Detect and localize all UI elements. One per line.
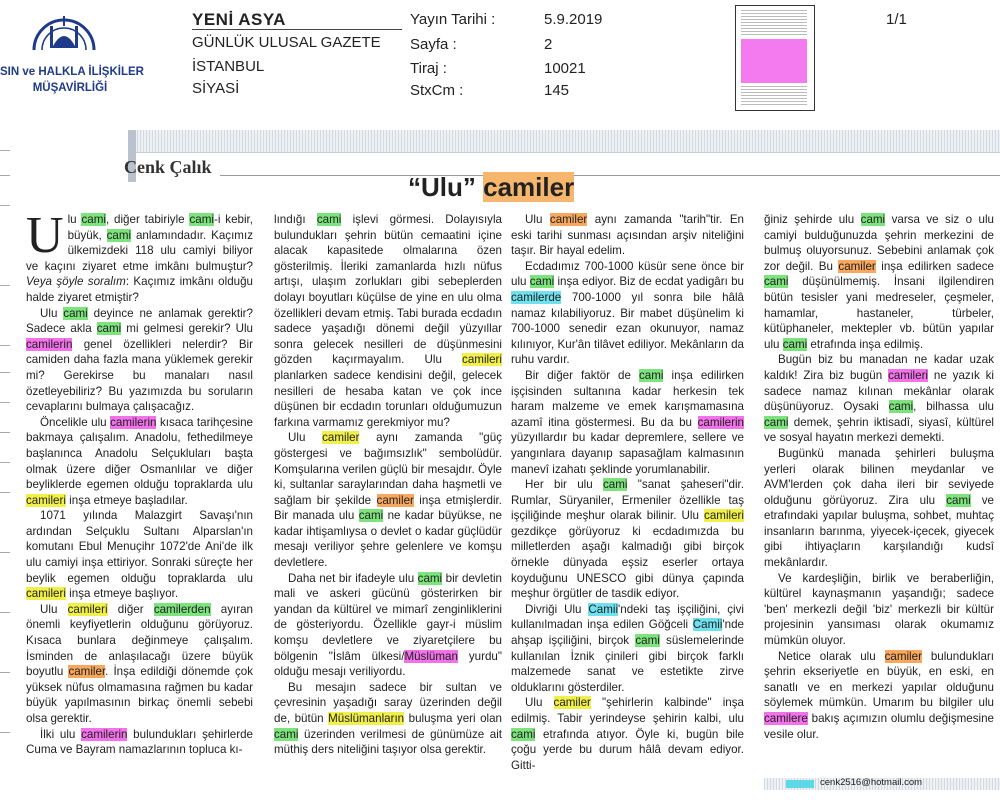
article-author: Cenk Çalık <box>124 157 212 177</box>
page-value: 2 <box>544 36 553 53</box>
article-band-line <box>136 152 1000 153</box>
article-column-3: Ulu camiler aynı zamanda "tarih"tir. En eski tarihi sunması açısından arşiv niteliğini taşır. Bir hayal edelim. Ecdadımız 700-1000 küsür sene önce bir ulu cami inşa ediyor. Biz de ecdat yadigârı bu camilerde 700-1000 yıl sonra bile hâlâ namaz kılabiliyoruz. Bir mabet düşünelim ki 700-1000 senedir ezan okunuyor, namaz kılınıyor, Kur'ân tilâvet ediliyor. Mekânların da ruhu vardır. Bir diğer faktör de cami inşa edilirken işçisinden sultanına kadar herkesin tek haram malzeme ve emek karışmamasına azamî itina göstermesi. Bu da bu camilerin yüzyıllardır bu kadar depremlere, sellere ve yangınlara dayanıp sapasağlam kalmasının manevî izahatı şeklinde yorumlanabilir. Her bir ulu cami "sanat şaheseri"dir. Rumlar, Süryaniler, Ermeniler özellikle taş işçiliğinde meşhur olarak bilinir. Ulu camileri gezdikçe görüyoruz ki ecdadımızda bu milletlerden aşağı kalmadığı gibi birçok örnekle dünyada eşsiz eserler ortaya koyduğunu UNESCO gibi dünya çapında meşhur örgütler de tasdik ediyor. Divriği Ulu Camii'ndeki taş işçiliğini, çivi kullanılmadan inşa edilen Göğceli Camii'nde ahşap işçiliğini, birçok cami süslemelerinde kullanılan İznik çinileri gibi birçok farklı malzemede sanat ve estetikte zirve olduklarını gösterdiler. Ulu camiler "şehirlerin kalbinde" inşa edilmiş. Tabir yerindeyse şehirin kalbi, ulu cami etrafında atıyor. Öyle ki, bugün bile çoğu yerde bu durum hâlâ devam ediyor. Gitti- <box>511 213 745 772</box>
email-marker <box>786 780 814 788</box>
drop-cap: U <box>26 207 64 264</box>
title-highlight: camiler <box>483 172 575 202</box>
stxcm-value: 145 <box>544 82 570 99</box>
logo-line-2: MÜŞAVİRLİĞİ <box>32 82 108 94</box>
agency-logo <box>0 0 144 110</box>
thumbnail-text-top <box>741 10 807 36</box>
publication-name: YENİ ASYA <box>192 10 286 29</box>
article-title <box>408 172 574 203</box>
author-rule <box>220 175 1000 176</box>
mosque-emblem-icon <box>28 4 100 54</box>
logo-line-1: SIN ve HALKLA İLİŞKİLER <box>0 66 144 78</box>
thumbnail-text-bottom <box>741 86 807 106</box>
article-column-2: lındığı cami işlevi görmesi. Dolayısıyla bulundukları şehrin bütün cemaatini içine alacak kapasitede olmalarına özen gösterilmiş. İleriki zamanlarda hızlı nüfus artışı, ulaşım zorlukları gibi sebeplerden dolayı boyutları küçülse de yine en ulu olma özellikleri devam etmiş. Tabi burada ecdadın sadece yaşadığı dönemi değil yüzyıllar sonra gelecek nesilleri de düşünmesini gözden kaçırmayalım. Ulu camileri planlarken sadece kendisini değil, gelecek nesilleri de hesaba katan ve çok ince düşünen bir ecdadın torunları olduğumuzun farkına varmamız gerekmiyor mu? Ulu camiler aynı zamanda "güç göstergesi ve bağımsızlık" sembolüdür. Komşularına verilen güçlü bir mesajdır. Öyle ki, sultanlar saraylarından daha haşmetli ve sağlam bir şekilde camiler inşa etmişlerdir. Bir manada ulu cami ne kadar büyükse, ne kadar ihtişamlıysa o devlet o kadar güçlüdür mesajı veriliyor şehre gelenlere ve komşu devletlere. Daha net bir ifadeyle ulu cami bir devletin mali ve askeri gücünü gösterirken bir yandan da kültürel ve mimarî zenginliklerini de gösteriyordu. Özellikle gayr-i müslim komşu devletlere ve ziyaretçilere bu bölgenin "İslâm ülkesi/Müslüman yurdu" olduğu mesajı veriliyordu. Bu mesajın sadece bir sultan ve çevresinin yaşadığı saray üzerinden değil de, bütün Müslümanların buluşma yeri olan cami üzerinden verilmesi de günümüze ait müthiş ders niteliğini taşıyor olsa gerektir. <box>274 213 503 757</box>
author-email[interactable]: cenk2516@hotmail.com <box>820 777 923 788</box>
title-plain: “Ulu” <box>408 172 476 202</box>
stxcm-label: StxCm : <box>410 82 464 99</box>
publication-subtitle: GÜNLÜK ULUSAL GAZETE <box>192 34 381 51</box>
publication-underline <box>192 29 402 30</box>
publication-category: SİYASİ <box>192 80 240 97</box>
page-label: Sayfa : <box>410 36 457 53</box>
circulation-value: 10021 <box>544 60 586 77</box>
page-thumbnail[interactable] <box>735 5 815 111</box>
thumbnail-article-highlight <box>741 39 807 83</box>
article-column-1: Ulu cami, diğer tabiriyle cami-i kebir, büyük, cami anlamındadır. Kaçımız ülkemizdeki 118 ulu camiyi biliyor ve kaçını ziyaret etme imkânı bulmuştur? Veya şöyle soralım: Kaçımız imkânı olduğu halde ziyaret etmiştir? Ulu cami deyince ne anlamak gerektir? Sadece akla cami mi gelmesi gerekir? Ulu camilerin genel özellikleri nelerdir? Bir camiden daha fazla mana yüklemek gerekir mi? Gerekirse bu manaları nasıl özetleyebiliriz? Bu yazımızda bu soruların cevaplarını bulmaya çalışacağız. Öncelikle ulu camilerin kısaca tarihçesine bakmaya çalışalım. Anadolu, fethedilmeye başlanınca Anadolu Selçukluları başta olmak üzere diğer Osmanlılar ve diğer beyliklerde egemen olduğu topraklarda ulu camileri inşa etmeye başladılar. 1071 yılında Malazgirt Savaşı'nın ardından Selçuklu Sultanı Alparslan'ın komutanı Ebul Menuçihr 1072'de Ani'de ilk ulu camiyi inşa ettiriyor. Sonraki süreçte her beylik egemen olduğu topraklarda ulu camileri inşa etmeye başlıyor. Ulu camileri diğer camilerden ayıran önemli keyfiyetlerin olduğunu görüyoruz. Kısaca bunlara değinmeye çalışalım. İsminden de anlaşılacağı üzere büyük boyutlu camiler. İnşa edildiği dönemde çok yüksek nüfus olmamasına rağmen bu kadar büyük yapılmasının birkaç önemli sebebi olsa gerektir. İlki ulu camilerin bulundukları şehirlerde Cuma ve Bayram namazlarının topluca kı- <box>26 207 253 757</box>
date-label: Yayın Tarihi : <box>410 11 496 28</box>
date-value: 5.9.2019 <box>544 11 603 28</box>
article-band <box>128 130 1000 152</box>
page-indicator: 1/1 <box>886 11 907 28</box>
article-column-4: ğiniz şehirde ulu cami varsa ve siz o ulu camiyi bulduğunuzda şehrin merkezini de bulmuş oluyorsunuz. Sebebini anlamak çok zor değil. Bu camiler inşa edilirken sadece cami düşünülmemiş. İnsani ilgilendiren bütün tesisler yani medreseler, çeşmeler, hamamlar, hastaneler, türbeler, kütüphaneler, mektepler vb. bütün yapılar ulu cami etrafında inşa edilmiş. Bugün biz bu manadan ne kadar uzak kaldık! Zira biz bugün camileri ne yazık ki sadece namaz kılınan mekânlar olarak düşünüyoruz. Oysaki cami, bilhassa ulu cami demek, şehrin iktisadî, siyasî, kültürel ve sosyal hayatın merkezi demekti. Bugünkü manada şehirleri buluşma yerleri olarak bilinen meydanlar ve AVM'lerden çok daha ileri bir seviyede olduğunu görüyoruz. Zira ulu cami ve etrafındaki yapılar buluşma, sohbet, muhtaç insanların barınma, yiyecek-içecek, giyecek gibi ihtiyaçların karşılandığı kudsî mekânlardır. Ve kardeşliğin, birlik ve beraberliğin, kültürel kaynaşmanın yaşandığı; sadece 'ben' merkezli değil 'biz' merkezli bir kültür projesinin yansıması olarak okumamız mümkün oluyor. Netice olarak ulu camiler bulundukları şehrin ekseriyetle en büyük, en eski, en sanatlı ve en merkezi yapılar olduğunu söylemek mümkün. Umarım bu bilgiler ulu camilere bakış açımızın olumlu değişmesine vesile olur. <box>764 213 995 741</box>
circulation-label: Tiraj : <box>410 60 447 77</box>
publication-city: İSTANBUL <box>192 58 265 75</box>
